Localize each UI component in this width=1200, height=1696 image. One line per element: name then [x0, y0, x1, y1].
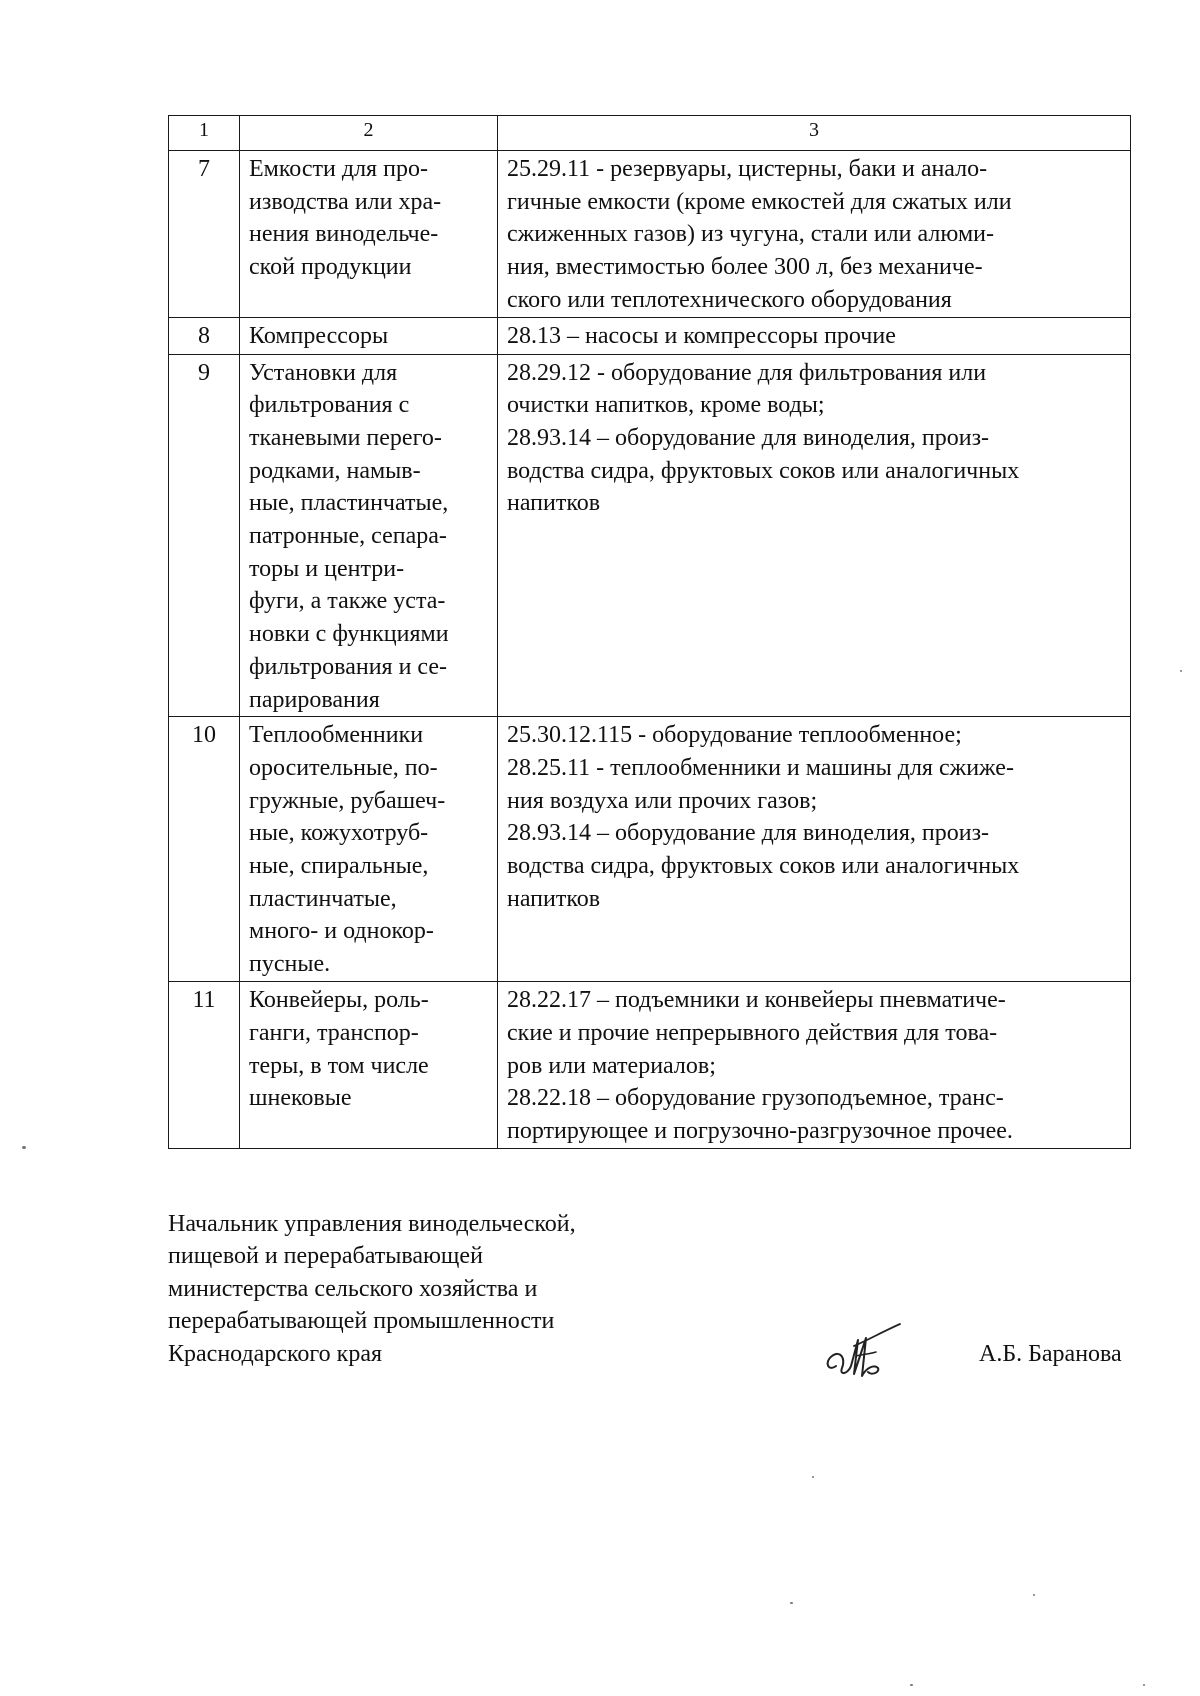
- table-row: [169, 151, 1131, 318]
- handwritten-signature-icon: [818, 1310, 908, 1390]
- code-line: 28.29.12 - оборудование для фильтрования или: [507, 359, 987, 386]
- code-line: портирующее и погрузочно-разгрузочное прочее.: [507, 1118, 1013, 1145]
- name-line: фильтрования и се-: [249, 653, 448, 680]
- name-line: торы и центри-: [249, 555, 405, 582]
- name-line: фуги, а также уста-: [249, 588, 446, 615]
- signatory-position-block: [168, 1208, 576, 1370]
- scan-speck: [22, 1146, 26, 1149]
- row-number: 11: [169, 982, 240, 1149]
- position-line: пищевой и перерабатывающей: [168, 1243, 483, 1270]
- okpd-code-cell: [498, 982, 1131, 1149]
- code-line: 28.93.14 – оборудование для виноделия, произ-: [507, 424, 990, 451]
- okpd-code-cell: [498, 354, 1131, 717]
- name-line: Емкости для про-: [249, 156, 428, 182]
- name-line: пластинчатые,: [249, 885, 397, 912]
- scan-speck: [1143, 1684, 1145, 1686]
- code-line: 28.93.14 – оборудование для виноделия, произ-: [507, 820, 990, 847]
- okpd-code-cell: [498, 717, 1131, 982]
- code-line: ния воздуха или прочих газов;: [507, 787, 818, 814]
- equipment-table: [168, 115, 1131, 1149]
- code-line: ния, вместимостью более 300 л, без механиче-: [507, 254, 983, 281]
- code-line: водства сидра, фруктовых соков или аналогичных: [507, 457, 1020, 484]
- code-line: 28.22.18 – оборудование грузоподъемное, транс-: [507, 1085, 1004, 1112]
- table-row: [169, 982, 1131, 1149]
- equipment-name-cell: [240, 317, 498, 354]
- table-row: [169, 717, 1131, 982]
- name-line: родками, намыв-: [249, 457, 421, 484]
- name-line: патронные, сепара-: [249, 523, 447, 550]
- name-line: ные, кожухотруб-: [249, 820, 429, 847]
- name-line: ные, пластинчатые,: [249, 490, 449, 517]
- code-line: 28.22.17 – подъемники и конвейеры пневматиче-: [507, 987, 1006, 1014]
- code-line: гичные емкости (кроме емкостей для сжатых или: [507, 188, 1012, 215]
- name-line: шнековые: [249, 1085, 352, 1112]
- name-line: пусные.: [249, 951, 331, 978]
- code-line: 28.13 – насосы и компрессоры прочие: [507, 322, 896, 349]
- table-row: [169, 354, 1131, 717]
- code-line: ров или материалов;: [507, 1052, 716, 1079]
- code-line: ские и прочие непрерывного действия для това-: [507, 1019, 998, 1046]
- name-line: ганги, транспор-: [249, 1019, 419, 1046]
- scan-speck: [1033, 1594, 1035, 1596]
- code-line: напитков: [507, 885, 601, 912]
- scan-speck: [1180, 670, 1182, 672]
- name-line: много- и однокор-: [249, 918, 434, 945]
- equipment-name-cell: [240, 354, 498, 717]
- name-line: фильтрования с: [249, 392, 410, 419]
- name-line: нения винодельче-: [249, 221, 439, 248]
- name-line: изводства или хра-: [249, 188, 442, 215]
- name-line: тканевыми перего-: [249, 424, 442, 451]
- row-number: 9: [169, 354, 240, 717]
- position-line: Начальник управления винодельческой,: [168, 1211, 576, 1237]
- position-line: перерабатывающей промышленности: [168, 1308, 555, 1335]
- header-cell-2: 2: [240, 116, 498, 151]
- name-line: ные, спиральные,: [249, 853, 429, 880]
- okpd-code-cell: [498, 151, 1131, 318]
- position-line: Краснодарского края: [168, 1340, 383, 1367]
- code-line: 25.30.12.115 - оборудование теплообменное;: [507, 722, 962, 749]
- name-line: Теплообменники: [249, 722, 424, 749]
- code-line: очистки напитков, кроме воды;: [507, 392, 825, 419]
- okpd-code-cell: [498, 317, 1131, 354]
- code-line: сжиженных газов) из чугуна, стали или алюми-: [507, 221, 994, 248]
- code-line: водства сидра, фруктовых соков или аналогичных: [507, 853, 1020, 880]
- name-line: теры, в том числе: [249, 1052, 429, 1079]
- row-number: 8: [169, 317, 240, 354]
- name-line: новки с функциями: [249, 621, 449, 648]
- name-line: Компрессоры: [249, 322, 389, 349]
- name-line: гружные, рубашеч-: [249, 787, 446, 814]
- scan-speck: [812, 1476, 814, 1478]
- position-line: министерства сельского хозяйства и: [168, 1275, 538, 1302]
- header-cell-1: 1: [169, 116, 240, 151]
- name-line: ской продукции: [249, 254, 412, 281]
- name-line: Конвейеры, роль-: [249, 987, 429, 1014]
- name-line: оросительные, по-: [249, 754, 438, 781]
- signatory-name: А.Б. Баранова: [979, 1341, 1122, 1367]
- name-line: парирования: [249, 686, 380, 713]
- table-row: [169, 317, 1131, 354]
- header-cell-3: 3: [498, 116, 1131, 151]
- equipment-name-cell: [240, 151, 498, 318]
- code-line: ского или теплотехнического оборудования: [507, 286, 952, 313]
- scan-speck: [910, 1684, 913, 1686]
- code-line: 28.25.11 - теплообменники и машины для сжиже-: [507, 754, 1014, 781]
- code-line: напитков: [507, 490, 601, 517]
- scan-speck: [790, 1602, 793, 1604]
- code-line: 25.29.11 - резервуары, цистерны, баки и анало-: [507, 156, 988, 182]
- row-number: 7: [169, 151, 240, 318]
- equipment-name-cell: [240, 982, 498, 1149]
- row-number: 10: [169, 717, 240, 982]
- name-line: Установки для: [249, 359, 398, 386]
- table-header-row: [169, 116, 1131, 151]
- equipment-name-cell: [240, 717, 498, 982]
